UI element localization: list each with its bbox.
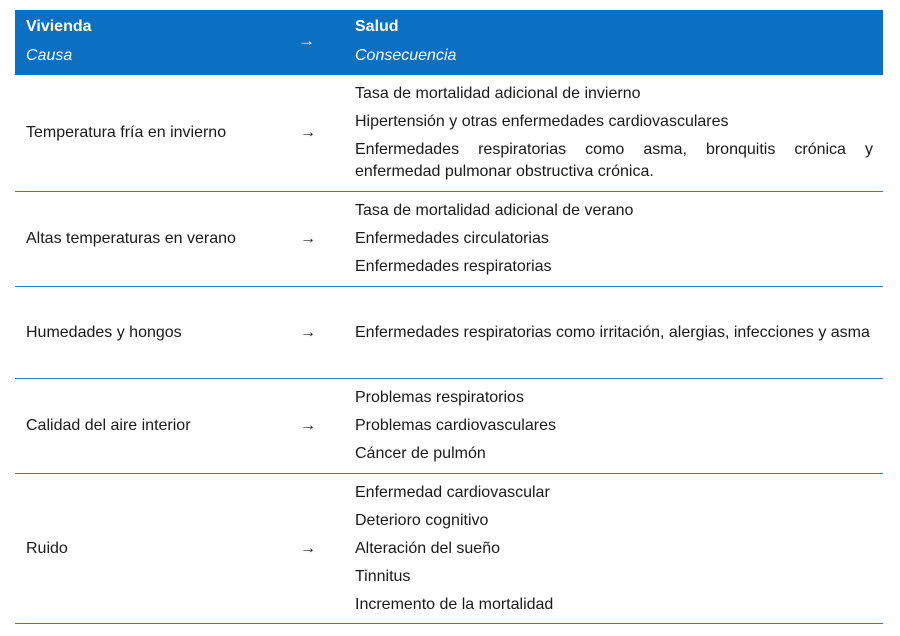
arrow-icon: → <box>300 539 316 557</box>
row-effects <box>355 75 873 191</box>
effect-item: Enfermedades respiratorias como irritación, alergias, infecciones y asma <box>355 323 870 341</box>
header-cause-subtitle: Causa <box>26 47 73 64</box>
table-row <box>15 474 883 624</box>
row-cause: Temperatura fría en invierno <box>26 124 227 141</box>
arrow-icon: → <box>300 124 316 141</box>
header-cause-title: Vivienda <box>26 18 92 35</box>
row-cause: Calidad del aire interior <box>26 417 191 434</box>
arrow-icon: → <box>300 323 316 341</box>
row-effects <box>355 192 873 286</box>
effect-item: Incremento de la mortalidad <box>355 595 554 613</box>
effect-item: Alteración del sueño <box>355 539 500 557</box>
table-header <box>15 10 883 75</box>
row-cause: Ruido <box>26 539 68 557</box>
header-effect-title: Salud <box>355 18 399 35</box>
effect-item: Problemas cardiovasculares <box>355 417 556 434</box>
arrow-icon: → <box>300 230 316 247</box>
effect-item: Tasa de mortalidad adicional de verano <box>355 202 634 219</box>
housing-health-table <box>15 10 883 624</box>
row-effects <box>355 474 873 623</box>
effect-item: Enfermedades circulatorias <box>355 230 549 247</box>
row-cause: Humedades y hongos <box>26 323 182 341</box>
table-row <box>15 379 883 474</box>
header-effect-subtitle: Consecuencia <box>355 47 457 64</box>
table-row <box>15 192 883 287</box>
arrow-icon: → <box>300 417 316 434</box>
effect-item: Deterioro cognitivo <box>355 511 489 529</box>
effect-item: Enfermedades respiratorias como asma, bronquitis crónica y enfermedad pulmonar obstructiva crónica. <box>355 141 873 180</box>
row-cause: Altas temperaturas en verano <box>26 230 236 247</box>
effect-item: Tasa de mortalidad adicional de invierno <box>355 85 641 102</box>
header-arrow-icon: → <box>298 31 315 50</box>
effect-item: Cáncer de pulmón <box>355 445 486 462</box>
table-row <box>15 287 883 379</box>
effect-item: Enfermedad cardiovascular <box>355 483 550 501</box>
table-row <box>15 75 883 192</box>
effect-item: Tinnitus <box>355 567 411 585</box>
effect-item: Hipertensión y otras enfermedades cardiovasculares <box>355 113 729 130</box>
row-effects <box>355 379 873 473</box>
row-effects <box>355 287 873 378</box>
effect-item: Problemas respiratorios <box>355 389 524 406</box>
effect-item: Enfermedades respiratorias <box>355 258 552 275</box>
